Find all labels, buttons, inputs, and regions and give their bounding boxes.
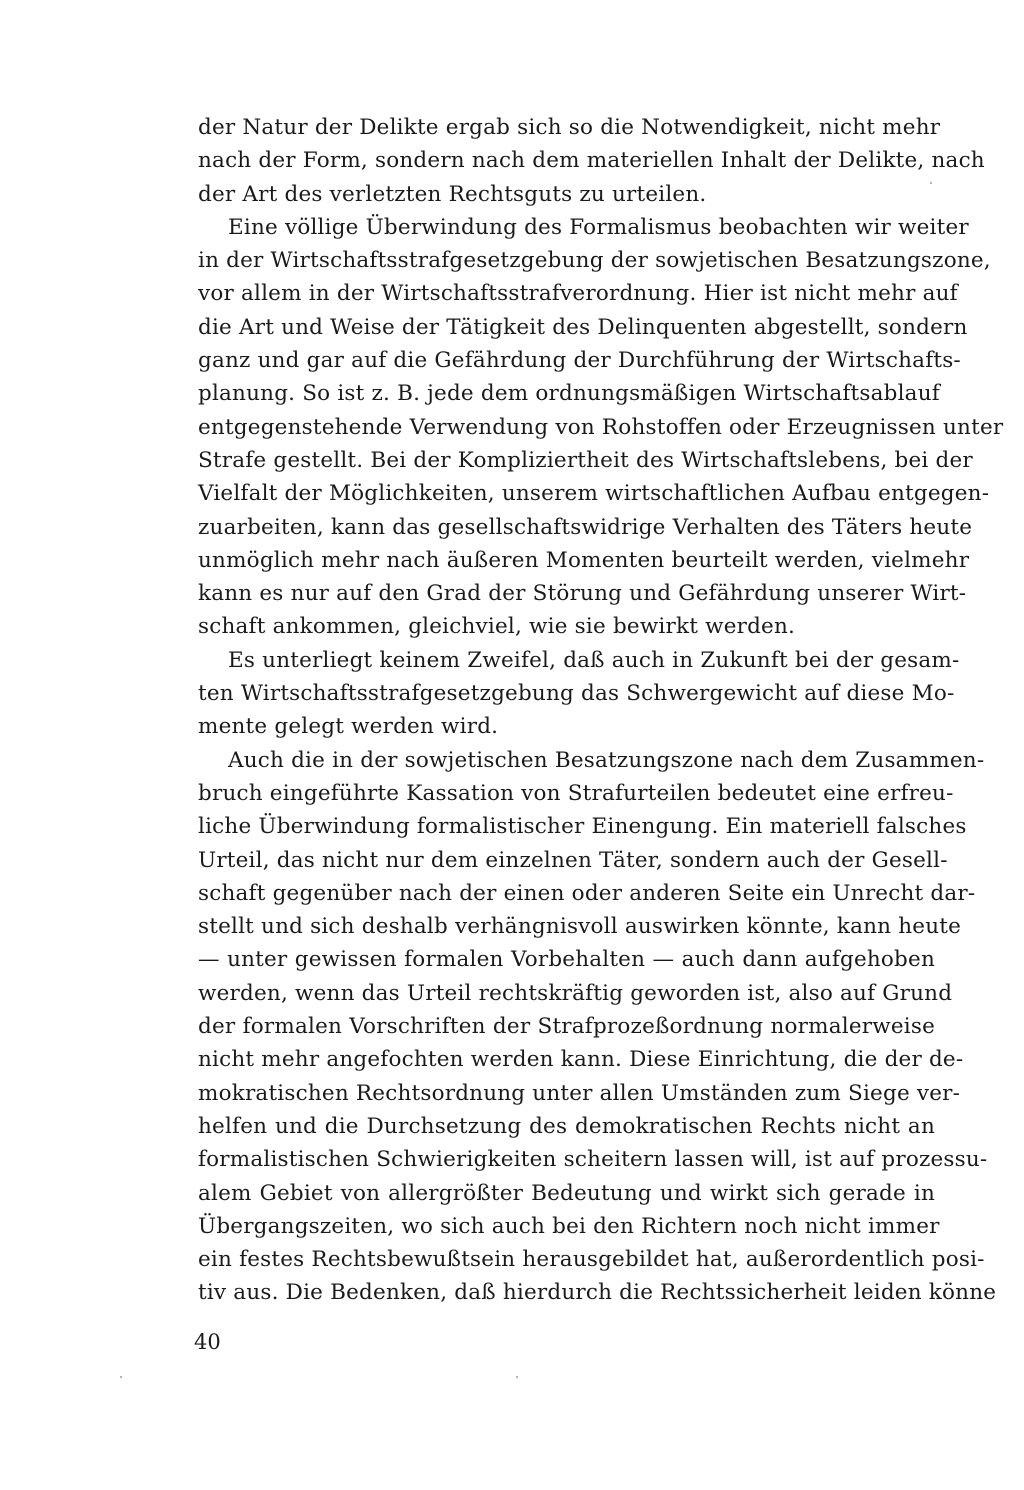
text-line: der Art des verletzten Rechtsguts zu urteilen. bbox=[198, 181, 707, 207]
text-line: mokratischen Rechtsordnung unter allen Umständen zum Siege ver- bbox=[198, 1080, 961, 1106]
text-line: Urteil, das nicht nur dem einzelnen Täter, sondern auch der Gesell- bbox=[198, 847, 948, 873]
text-line: ten Wirtschaftsstrafgesetzgebung das Schwergewicht auf diese Mo- bbox=[198, 681, 955, 707]
text-line: die Art und Weise der Tätigkeit des Delinquenten abgestellt, sondern bbox=[198, 314, 968, 340]
text-line: Vielfalt der Möglichkeiten, unserem wirtschaftlichen Aufbau entgegen- bbox=[198, 481, 990, 507]
text-line: unmöglich mehr nach äußeren Momenten beurteilt werden, vielmehr bbox=[198, 547, 970, 573]
text-line: zuarbeiten, kann das gesellschaftswidrige Verhalten des Täters heute bbox=[198, 514, 973, 540]
text-line: der formalen Vorschriften der Strafprozeßordnung normalerweise bbox=[198, 1014, 935, 1040]
text-line: schaft ankommen, gleichviel, wie sie bewirkt werden. bbox=[198, 614, 796, 640]
text-line: werden, wenn das Urteil rechtskräftig geworden ist, also auf Grund bbox=[198, 980, 953, 1006]
text-line: nicht mehr angefochten werden kann. Diese Einrichtung, die der de- bbox=[198, 1047, 964, 1073]
text-line: kann es nur auf den Grad der Störung und Gefährdung unserer Wirt- bbox=[198, 581, 967, 607]
text-line: tiv aus. Die Bedenken, daß hierdurch die Rechtssicherheit leiden könne bbox=[198, 1280, 997, 1306]
text-line: liche Überwindung formalistischer Einengung. Ein materiell falsches bbox=[198, 814, 967, 840]
body-text bbox=[198, 111, 1004, 1310]
text-line: ganz und gar auf die Gefährdung der Durchführung der Wirtschafts- bbox=[198, 348, 961, 374]
text-line: formalistischen Schwierigkeiten scheitern lassen will, ist auf prozessu- bbox=[198, 1147, 988, 1173]
text-line: stellt und sich deshalb verhängnisvoll auswirken könnte, kann heute bbox=[198, 914, 962, 940]
print-speck bbox=[120, 1376, 122, 1378]
text-line: bruch eingeführte Kassation von Strafurteilen bedeutet eine erfreu- bbox=[198, 780, 954, 806]
text-line: mente gelegt werden wird. bbox=[198, 714, 499, 740]
text-line: entgegenstehende Verwendung von Rohstoffen oder Erzeugnissen unter bbox=[198, 414, 1004, 440]
text-line: Eine völlige Überwindung des Formalismus beobachten wir weiter bbox=[228, 214, 969, 240]
text-line: Übergangszeiten, wo sich auch bei den Richtern noch nicht immer bbox=[198, 1213, 940, 1239]
text-line: alem Gebiet von allergrößter Bedeutung und wirkt sich gerade in bbox=[198, 1180, 935, 1206]
text-line: vor allem in der Wirtschaftsstrafverordnung. Hier ist nicht mehr auf bbox=[198, 281, 958, 307]
print-speck bbox=[516, 1376, 518, 1378]
text-line: in der Wirtschaftsstrafgesetzgebung der sowjetischen Besatzungszone, bbox=[198, 248, 991, 274]
print-speck bbox=[930, 182, 932, 184]
text-line: planung. So ist z. B. jede dem ordnungsmäßigen Wirtschaftsablauf bbox=[198, 381, 940, 407]
text-line: Strafe gestellt. Bei der Kompliziertheit des Wirtschaftslebens, bei der bbox=[198, 447, 973, 473]
text-line: Es unterliegt keinem Zweifel, daß auch in Zukunft bei der gesam- bbox=[228, 647, 960, 673]
text-line: der Natur der Delikte ergab sich so die Notwendigkeit, nicht mehr bbox=[198, 115, 941, 140]
text-line: — unter gewissen formalen Vorbehalten — auch dann aufgehoben bbox=[198, 947, 935, 973]
text-line: schaft gegenüber nach der einen oder anderen Seite ein Unrecht dar- bbox=[198, 880, 976, 906]
page-number: 40 bbox=[194, 1330, 221, 1354]
text-line: nach der Form, sondern nach dem materiellen Inhalt der Delikte, nach bbox=[198, 148, 985, 174]
text-line: Auch die in der sowjetischen Besatzungszone nach dem Zusammen- bbox=[228, 747, 985, 773]
text-line: helfen und die Durchsetzung des demokratischen Rechts nicht an bbox=[198, 1113, 935, 1139]
text-line: ein festes Rechtsbewußtsein herausgebildet hat, außerordentlich posi- bbox=[198, 1247, 985, 1273]
